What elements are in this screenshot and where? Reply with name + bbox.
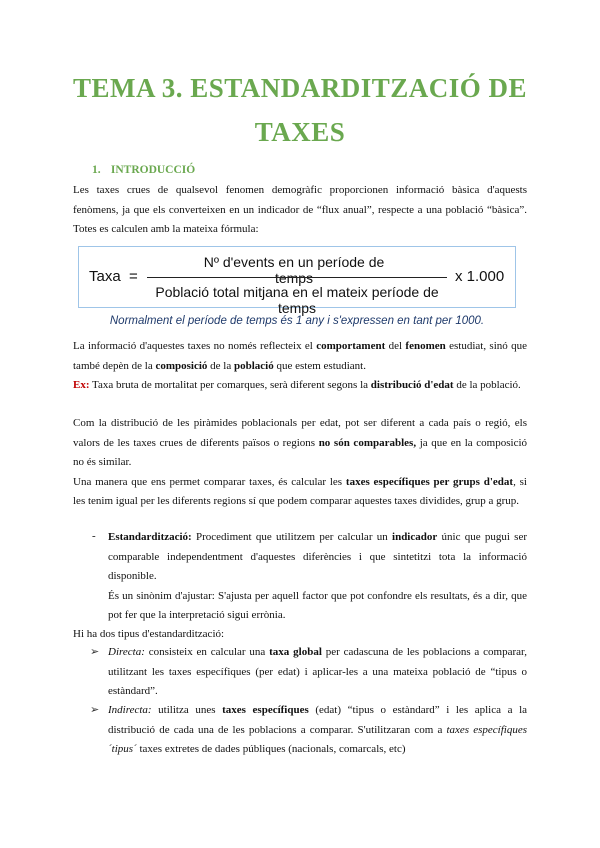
formula-equals: =: [129, 268, 138, 285]
definition-line-3: disponible.: [108, 570, 157, 582]
bullet-dash: -: [92, 530, 96, 542]
info-line-2: també depèn de la composició de la població que estem estudiant.: [73, 359, 366, 372]
direct-line-2: utilitzant les taxes específiques (per edat) i aplicar-les a una mateixa població de “tipus o: [108, 665, 527, 678]
comparison-paragraph: [73, 414, 527, 512]
title-line-1: TEMA 3. ESTANDARDITZACIÓ DE: [72, 73, 528, 103]
info-paragraph: [73, 337, 527, 396]
formula-box: [78, 246, 516, 316]
arrow-bullet-icon: ➢: [90, 704, 100, 716]
intro-line-2: fenòmens, ja que els converteixen en un indicador de “flux anual”, respecte a una població “bàsica”.: [73, 203, 527, 216]
example-label: Ex:: [73, 379, 90, 391]
info-line-1: La informació d'aquestes taxes no només reflecteix el comportament del fenomen estudiat, sinó que: [73, 340, 527, 352]
definition-line-5: pot fer que la interpretació sigui errònia.: [108, 609, 286, 621]
section-number: 1.: [92, 164, 101, 176]
comparison-line-3: no és similar.: [73, 456, 132, 468]
fraction-bar: [147, 277, 447, 278]
section-heading: [92, 164, 195, 176]
direct-line-3: estàndard”.: [108, 685, 158, 697]
section-label: INTRODUCCIÓ: [110, 164, 196, 176]
formula-numerator: Nº d'events en un període de temps: [203, 254, 385, 286]
indirect-line-2: distribució de cada una de les poblacions a comparar. S'utilitzaran com a taxes específiques: [108, 723, 527, 736]
formula-multiplier: x 1.000: [455, 268, 505, 285]
title-line-2: TAXES: [254, 117, 346, 147]
direct-method: [108, 643, 527, 702]
arrow-bullet-icon: ➢: [90, 646, 100, 658]
indirect-line-1: Indirecta: utilitza unes taxes específiques (edat) “tipus o estàndard” i les aplica a la: [108, 704, 528, 716]
comparison-line-4: Una manera que ens permet comparar taxes, és calcular les taxes específiques per grups d'edat, si: [73, 475, 527, 488]
example-line: Ex: Taxa bruta de mortalitat per comarques, serà diferent segons la distribució d'edat de la població.: [73, 379, 521, 391]
comparison-line-5: les tenim igual per les diferents regions sí que podem comparar aquestes taxes dividides, grup a grup.: [73, 495, 519, 507]
intro-line-3: Totes es calculen amb la mateixa fórmula:: [73, 223, 259, 235]
definition-line-4: És un sinònim d'ajustar: S'ajusta per aquell factor que pot confondre els resultats, és a dir, que: [108, 589, 527, 602]
comparison-line-1: Com la distribució de les piràmides poblacionals per edat, pot ser diferent a cada país o regió, els: [73, 417, 527, 429]
definition-line-2: comparable independentment d'aquestes diferències i que sintetitzi tota la informació: [108, 550, 527, 563]
definition-line-1: Estandardització: Procediment que utilitzem per calcular un indicador únic que pugui ser: [108, 531, 528, 543]
types-intro: [73, 625, 527, 645]
formula-caption: Normalment el període de temps és 1 any i s'expressen en tant per 1000.: [109, 315, 485, 327]
types-intro-text: Hi ha dos tipus d'estandardització:: [73, 628, 225, 640]
intro-line-1: Les taxes crues de qualsevol fenomen demogràfic proporcionen informació bàsica d'aquests: [73, 184, 527, 196]
formula-lhs: Taxa: [89, 268, 121, 285]
intro-paragraph: [73, 181, 527, 240]
standardization-definition: [108, 528, 527, 626]
formula-denominator: Població total mitjana en el mateix període de temps: [155, 284, 439, 316]
indirect-method: [108, 701, 527, 760]
comparison-line-2: valors de les taxes crues de diferents països o regions no són comparables, ja que en la composició: [73, 436, 528, 449]
indirect-line-3: ´tipus´ taxes extretes de dades públiques (nacionals, comarcals, etc): [108, 743, 406, 755]
direct-line-1: Directa: consisteix en calcular una taxa global per cadascuna de les poblacions a comparar,: [108, 646, 527, 658]
